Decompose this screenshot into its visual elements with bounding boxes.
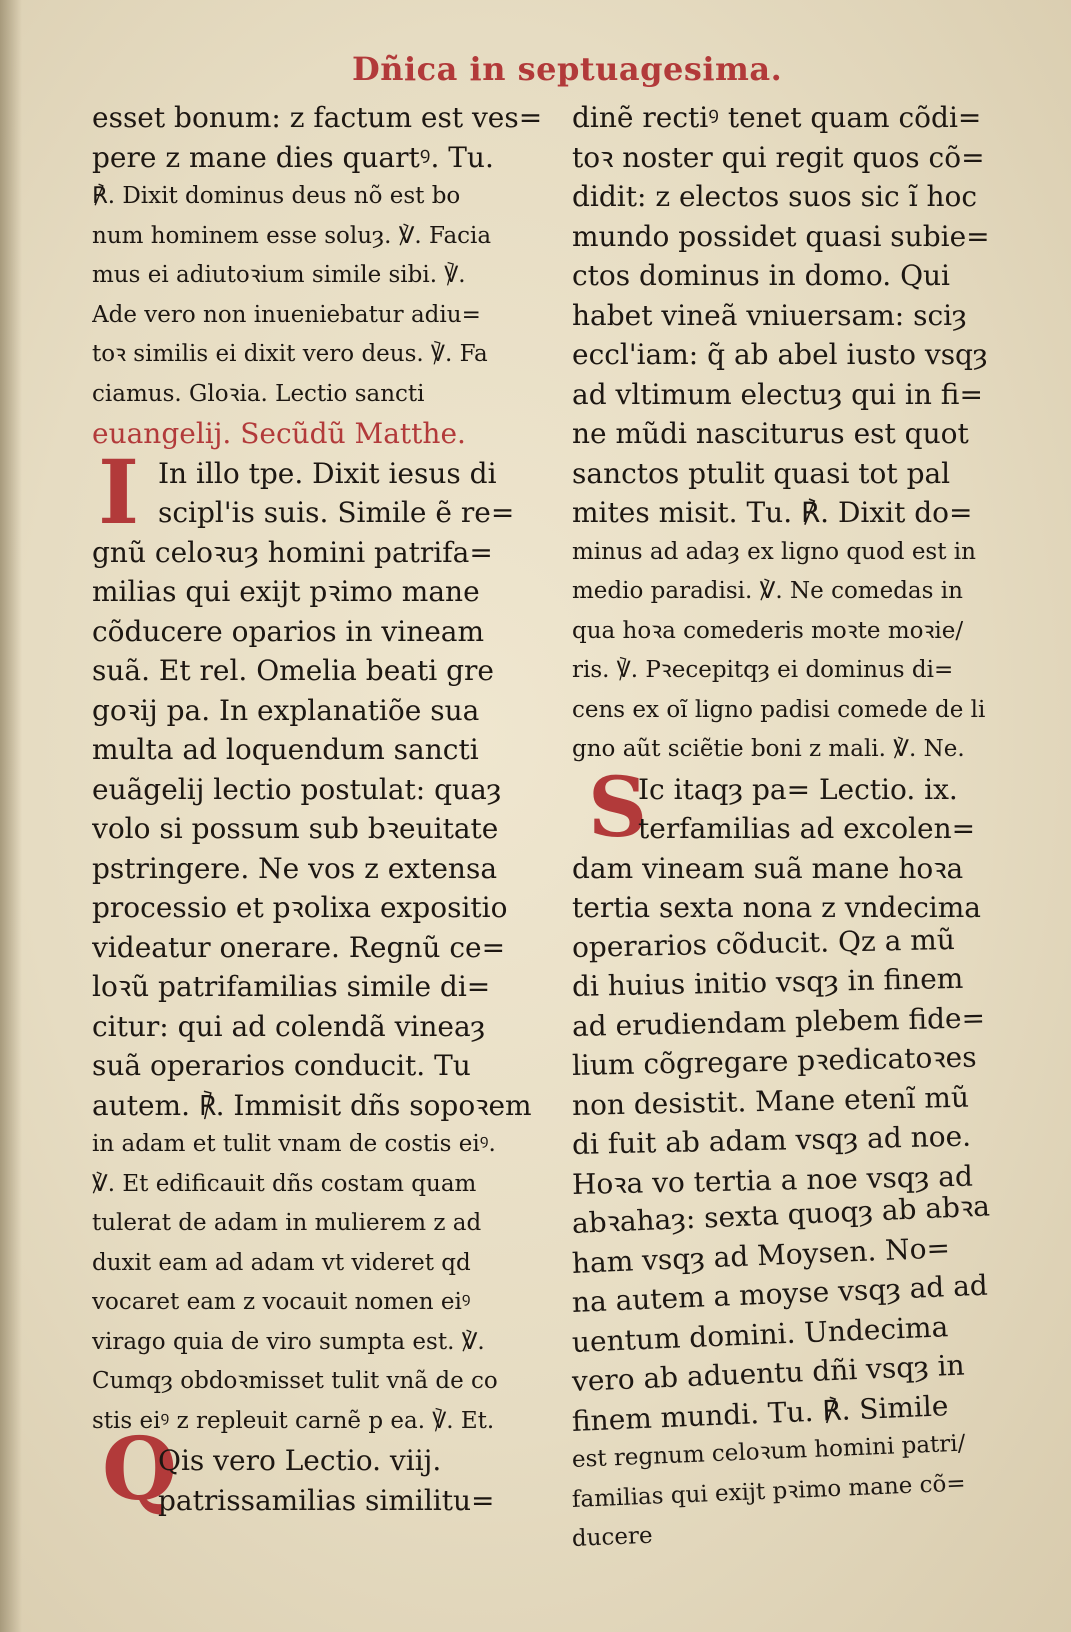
line-text: di huius initio vsqȝ in finem: [571, 961, 964, 1003]
left-column-line: [92, 572, 562, 612]
left-column-line: [92, 1086, 562, 1126]
left-column-line: [92, 888, 562, 928]
right-column-line: [572, 651, 1042, 691]
line-text: Hoꝛa vo tertia a noe vsqȝ ad: [571, 1159, 974, 1201]
line-text: Ade vero non inueniebatur adiu=: [92, 301, 481, 328]
line-text: num hominem esse soluȝ. ℣. Facia: [92, 222, 492, 249]
line-text: abꝛahaȝ: sexta quoqȝ ab abꝛa: [571, 1189, 991, 1240]
line-text: familias qui exijt pꝛimo mane cõ=: [571, 1470, 967, 1513]
line-text: na autem a moyse vsqȝ ad ad: [571, 1268, 989, 1319]
right-column-line: [572, 849, 1042, 889]
left-column-line: [92, 1046, 562, 1086]
line-text: toꝛ similis ei dixit vero deus. ℣. Fa: [92, 341, 488, 367]
line-text: non desistit. Mane etenĩ mũ: [571, 1080, 970, 1122]
left-column-line: [92, 612, 562, 652]
line-text: uentum domini. Undecima: [571, 1309, 949, 1359]
left-column-line: [92, 414, 562, 454]
line-text: processio et pꝛolixa expositio: [92, 891, 508, 924]
line-text: qua hoꝛa comederis moꝛte moꝛie/: [572, 617, 964, 644]
left-column-line: [92, 98, 562, 138]
left-column-line: [92, 770, 562, 810]
line-text: citur: qui ad colendã vineaȝ: [92, 1009, 486, 1043]
line-text: ducere: [571, 1522, 654, 1552]
line-text: milias qui exijt pꝛimo mane: [92, 575, 480, 608]
right-column-line: [572, 770, 1042, 810]
left-column-line: [92, 1323, 562, 1363]
line-text: ℟. Dixit dominus deus nõ est bo: [92, 183, 461, 209]
line-text: ciamus. Gloꝛia. Lectio sancti: [92, 380, 425, 407]
line-text: gno aũt sciẽtie boni z mali. ℣. Ne.: [572, 736, 965, 762]
line-text: autem. ℟. Immisit dñs sopoꝛem: [92, 1088, 532, 1122]
line-text: mus ei adiutoꝛium simile sibi. ℣.: [92, 262, 466, 288]
line-text: sanctos ptulit quasi tot pal: [572, 456, 951, 490]
right-column-line: [572, 533, 1042, 573]
line-text: medio paradisi. ℣. Ne comedas in: [572, 578, 963, 604]
line-text: cens ex oĩ ligno padisi comede de li: [572, 696, 986, 723]
right-column-line: [572, 730, 1042, 770]
left-column-line: [92, 217, 562, 257]
line-text: mundo possidet quasi subie=: [572, 219, 990, 253]
initial-letter-i: I: [98, 440, 140, 544]
left-column-line: [92, 849, 562, 889]
line-text: terfamilias ad excolen=: [638, 812, 976, 845]
line-text: dinẽ rectiꝰ tenet quam cõdi=: [572, 101, 982, 134]
left-column-line: [92, 256, 562, 296]
gutter-shadow: [0, 0, 22, 1632]
left-column-line: [92, 1125, 562, 1165]
right-column-line: [572, 177, 1042, 217]
initial-letter-q: Q: [102, 1419, 177, 1520]
left-column-line: [92, 1441, 562, 1481]
line-text: vero ab aduentu dñi vsqȝ in: [571, 1348, 966, 1398]
right-column-line: [572, 217, 1042, 257]
line-text: In illo tpe. Dixit iesus di: [158, 456, 497, 490]
line-text: multa ad loquendum sancti: [92, 733, 479, 766]
left-column-line: [92, 177, 562, 217]
left-column-line: [92, 730, 562, 770]
line-text: gnũ celoꝛuȝ homini patrifa=: [92, 535, 493, 569]
line-text: didit: z electos suos sic ĩ hoc: [572, 180, 978, 213]
line-text: suã operarios conducit. Tu: [92, 1049, 471, 1082]
right-column-line: [572, 296, 1042, 336]
left-column-line: [92, 1362, 562, 1402]
line-text: in adam et tulit vnam de costis eiꝰ.: [92, 1131, 496, 1157]
line-text: ad vltimum electuȝ qui in fi=: [572, 377, 983, 411]
right-column-line: [572, 493, 1042, 533]
left-column-line: [92, 138, 562, 178]
right-column-line: [572, 572, 1042, 612]
line-text: Cumqȝ obdoꝛmisset tulit vnã de co: [92, 1368, 498, 1394]
line-text: euãgelij lectio postulat: quaȝ: [92, 772, 502, 806]
right-column-line: [572, 414, 1042, 454]
left-column-line: [92, 1402, 562, 1442]
left-column-line: [92, 967, 562, 1007]
left-column-line: [92, 1204, 562, 1244]
left-column-line: [92, 533, 562, 573]
line-text: duxit eam ad adam vt videret qd: [92, 1249, 471, 1276]
line-text: goꝛij pa. In explanatiõe sua: [92, 693, 480, 727]
right-column-line: [572, 335, 1042, 375]
right-column-line: [572, 98, 1042, 138]
left-column-line: [92, 928, 562, 968]
line-text: pstringere. Ne vos z extensa: [92, 851, 498, 885]
line-text: di fuit ab adam vsqȝ ad noe.: [571, 1119, 972, 1161]
right-column-line: [572, 138, 1042, 178]
line-text: scipl'is suis. Simile ẽ re=: [158, 496, 515, 529]
line-text: loꝛũ patrifamilias simile di=: [92, 970, 491, 1003]
line-text: ris. ℣. Pꝛecepitqȝ ei dominus di=: [572, 657, 954, 683]
left-column-line: [92, 454, 562, 494]
line-text: ctos dominus in domo. Qui: [572, 259, 951, 292]
left-column-line: [92, 1283, 562, 1323]
line-text: patrissamilias similitu=: [158, 1483, 495, 1517]
line-text: habet vineã vniuersam: sciȝ: [572, 298, 967, 332]
line-text: ne mũdi nasciturus est quot: [572, 417, 969, 450]
left-column-line: [92, 651, 562, 691]
right-column-line: [572, 691, 1042, 731]
line-text: euangelij. Secũdũ Matthe.: [92, 417, 466, 450]
right-column-line: [572, 256, 1042, 296]
line-text: vocaret eam z vocauit nomen eiꝰ: [92, 1289, 471, 1315]
line-text: videatur onerare. Regnũ ce=: [92, 930, 506, 964]
line-text: ad erudiendam plebem fide=: [571, 1000, 986, 1043]
line-text: tulerat de adam in mulierem z ad: [92, 1210, 482, 1236]
left-column-line: [92, 691, 562, 731]
line-text: dam vineam suã mane hoꝛa: [572, 851, 964, 885]
line-text: stis eiꝰ z repleuit carnẽ p ea. ℣. Et.: [92, 1407, 495, 1434]
left-column-line: [92, 375, 562, 415]
right-column-line: [572, 454, 1042, 494]
line-text: pere z mane dies quartꝰ. Tu.: [92, 140, 494, 174]
line-text: est regnum celoꝛum homini patri/: [571, 1430, 966, 1473]
running-head: Dñica in septuagesima.: [352, 50, 783, 88]
left-column-line: [92, 1244, 562, 1284]
line-text: cõducere oparios in vineam: [92, 614, 485, 648]
line-text: ham vsqȝ ad Moysen. No=: [571, 1230, 951, 1280]
left-column-line: [92, 1007, 562, 1047]
line-text: operarios cõducit. Qz a mũ: [571, 922, 956, 964]
line-text: lium cõgregare pꝛedicatoꝛes: [571, 1040, 977, 1082]
line-text: Qis vero Lectio. viij.: [158, 1444, 442, 1477]
left-column-line: [92, 809, 562, 849]
left-column-line: [92, 335, 562, 375]
line-text: Ic itaqȝ pa= Lectio. ix.: [638, 772, 958, 806]
left-column-line: [92, 1165, 562, 1205]
right-column-line: [572, 375, 1042, 415]
line-text: minus ad adaȝ ex ligno quod est in: [572, 538, 976, 565]
left-column-line: [92, 1481, 562, 1521]
initial-letter-s: S: [588, 760, 648, 856]
line-text: suã. Et rel. Omelia beati gre: [92, 654, 494, 687]
left-column-line: [92, 296, 562, 336]
line-text: mites misit. Tu. ℟. Dixit do=: [572, 496, 973, 529]
line-text: eccl'iam: q̃ ab abel iusto vsqȝ: [572, 338, 988, 371]
line-text: ℣. Et edificauit dñs costam quam: [92, 1170, 477, 1197]
left-text-column: [92, 98, 562, 1520]
right-column-line: [572, 612, 1042, 652]
line-text: esset bonum: z factum est ves=: [92, 101, 543, 134]
right-column-line: [572, 809, 1042, 849]
line-text: finem mundi. Tu. ℟. Simile: [571, 1388, 950, 1438]
line-text: tertia sexta nona z vndecima: [572, 891, 981, 924]
left-column-line: [92, 493, 562, 533]
line-text: virago quia de viro sumpta est. ℣.: [92, 1328, 485, 1355]
line-text: volo si possum sub bꝛeuitate: [92, 812, 499, 845]
right-text-column: [572, 98, 1042, 1560]
line-text: toꝛ noster qui regit quos cõ=: [572, 140, 985, 174]
